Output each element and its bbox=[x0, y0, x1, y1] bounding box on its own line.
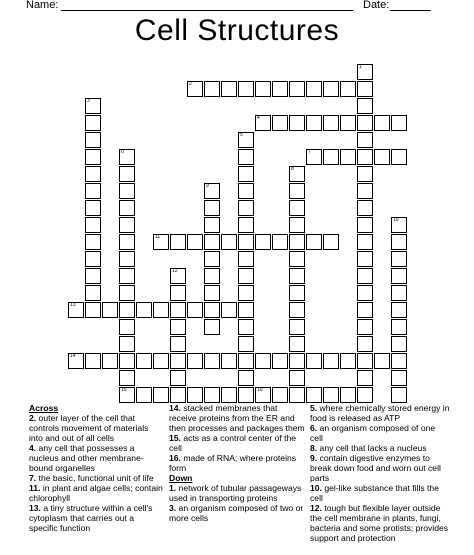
grid-cell[interactable] bbox=[391, 336, 407, 352]
grid-cell[interactable] bbox=[289, 81, 305, 97]
grid-number: 2 bbox=[189, 81, 192, 87]
clues-column-3 bbox=[310, 403, 450, 543]
grid-cell[interactable] bbox=[289, 200, 305, 216]
grid-cell[interactable] bbox=[289, 353, 305, 369]
clue-text: contain digestive enzymes to break down food and worn out cell parts bbox=[310, 453, 441, 483]
grid-cell[interactable] bbox=[187, 234, 203, 250]
grid-cell[interactable] bbox=[289, 115, 305, 131]
grid-cell[interactable] bbox=[153, 353, 169, 369]
grid-number: 3 bbox=[87, 98, 90, 104]
clue-item bbox=[169, 503, 305, 523]
grid-cell[interactable] bbox=[136, 302, 152, 318]
grid-cell[interactable] bbox=[170, 370, 186, 386]
clue-item bbox=[310, 453, 450, 483]
grid-cell[interactable] bbox=[357, 285, 373, 301]
grid-cell[interactable] bbox=[357, 183, 373, 199]
grid-cell[interactable] bbox=[119, 200, 135, 216]
grid-cell[interactable] bbox=[85, 302, 101, 318]
grid-cell[interactable] bbox=[357, 149, 373, 165]
grid-cell[interactable] bbox=[119, 183, 135, 199]
grid-cell[interactable] bbox=[204, 217, 220, 233]
grid-cell[interactable] bbox=[221, 234, 237, 250]
grid-cell[interactable] bbox=[238, 370, 254, 386]
grid-cell[interactable] bbox=[238, 149, 254, 165]
grid-cell[interactable] bbox=[221, 387, 237, 403]
grid-cell[interactable] bbox=[272, 234, 288, 250]
grid-cell[interactable] bbox=[391, 149, 407, 165]
grid-cell[interactable] bbox=[85, 166, 101, 182]
grid-cell[interactable] bbox=[340, 115, 356, 131]
grid-cell[interactable] bbox=[340, 387, 356, 403]
grid-cell[interactable] bbox=[357, 268, 373, 284]
grid-cell[interactable] bbox=[221, 302, 237, 318]
clue-number: 15. bbox=[169, 433, 181, 443]
grid-cell[interactable] bbox=[238, 353, 254, 369]
grid-cell[interactable] bbox=[85, 285, 101, 301]
grid-cell[interactable] bbox=[102, 302, 118, 318]
grid-cell[interactable] bbox=[85, 353, 101, 369]
grid-cell[interactable] bbox=[170, 387, 186, 403]
grid-cell[interactable] bbox=[323, 149, 339, 165]
clue-number: 16. bbox=[169, 453, 181, 463]
grid-cell[interactable] bbox=[255, 234, 271, 250]
grid-cell[interactable] bbox=[119, 268, 135, 284]
clue-text: an organism composed of two or more cells bbox=[169, 503, 304, 523]
page-title: Cell Structures bbox=[134, 14, 340, 47]
clue-item bbox=[169, 483, 305, 503]
grid-cell[interactable] bbox=[170, 302, 186, 318]
clue-number: 14. bbox=[169, 403, 181, 413]
clue-number: 8. bbox=[310, 443, 318, 453]
clue-number: 9. bbox=[310, 453, 318, 463]
date-label: Date: bbox=[363, 0, 390, 11]
grid-cell[interactable] bbox=[357, 132, 373, 148]
grid-cell[interactable] bbox=[289, 285, 305, 301]
grid-number: 7 bbox=[308, 149, 311, 155]
grid-cell[interactable] bbox=[323, 387, 339, 403]
grid-cell[interactable] bbox=[357, 166, 373, 182]
grid-number: 10 bbox=[393, 217, 399, 223]
grid-cell[interactable] bbox=[153, 302, 169, 318]
grid-cell[interactable] bbox=[204, 387, 220, 403]
clue-number: 6. bbox=[310, 423, 318, 433]
grid-cell[interactable] bbox=[238, 336, 254, 352]
grid-cell[interactable] bbox=[119, 336, 135, 352]
clue-text: outer layer of the cell that controls movement of materials into and out of all cells bbox=[29, 413, 149, 443]
grid-cell[interactable] bbox=[357, 336, 373, 352]
grid-cell[interactable] bbox=[272, 353, 288, 369]
grid-number: 1 bbox=[359, 64, 362, 70]
grid-cell[interactable] bbox=[323, 353, 339, 369]
grid-cell[interactable] bbox=[306, 353, 322, 369]
grid-cell[interactable] bbox=[119, 319, 135, 335]
grid-cell[interactable] bbox=[340, 81, 356, 97]
grid-cell[interactable] bbox=[85, 268, 101, 284]
grid-cell[interactable] bbox=[391, 285, 407, 301]
grid-number: 5 bbox=[240, 132, 243, 138]
grid-cell[interactable] bbox=[187, 353, 203, 369]
grid-cell[interactable] bbox=[187, 387, 203, 403]
clue-item bbox=[169, 433, 305, 453]
grid-cell[interactable] bbox=[391, 251, 407, 267]
clue-item bbox=[169, 403, 305, 433]
grid-cell[interactable] bbox=[323, 115, 339, 131]
grid-cell[interactable] bbox=[85, 132, 101, 148]
grid-cell[interactable] bbox=[289, 234, 305, 250]
clue-text: gel-like substance that fills the cell bbox=[310, 483, 439, 503]
grid-cell[interactable] bbox=[119, 217, 135, 233]
grid-cell[interactable] bbox=[255, 81, 271, 97]
clue-item bbox=[310, 443, 450, 453]
across-heading: Across bbox=[29, 403, 59, 413]
grid-cell[interactable] bbox=[391, 387, 407, 403]
grid-cell[interactable] bbox=[255, 353, 271, 369]
grid-cell[interactable] bbox=[238, 319, 254, 335]
clue-text: where chemically stored energy in food is released as ATP bbox=[310, 403, 450, 423]
grid-cell[interactable] bbox=[187, 302, 203, 318]
grid-cell[interactable] bbox=[119, 234, 135, 250]
grid-cell[interactable] bbox=[289, 336, 305, 352]
clue-number: 11. bbox=[29, 483, 41, 493]
grid-cell[interactable] bbox=[204, 200, 220, 216]
clue-item bbox=[29, 473, 163, 483]
grid-cell[interactable] bbox=[391, 370, 407, 386]
clue-number: 12. bbox=[310, 503, 322, 513]
grid-number: 13 bbox=[70, 302, 76, 308]
grid-cell[interactable] bbox=[323, 81, 339, 97]
grid-cell[interactable] bbox=[272, 81, 288, 97]
grid-cell[interactable] bbox=[136, 353, 152, 369]
grid-cell[interactable] bbox=[221, 81, 237, 97]
grid-cell[interactable] bbox=[85, 200, 101, 216]
grid-cell[interactable] bbox=[85, 149, 101, 165]
grid-cell[interactable] bbox=[357, 251, 373, 267]
grid-cell[interactable] bbox=[306, 234, 322, 250]
grid-cell[interactable] bbox=[323, 234, 339, 250]
grid-cell[interactable] bbox=[85, 234, 101, 250]
clue-item bbox=[310, 503, 450, 543]
grid-cell[interactable] bbox=[391, 302, 407, 318]
grid-cell[interactable] bbox=[204, 302, 220, 318]
clue-number: 5. bbox=[310, 403, 318, 413]
clue-number: 13. bbox=[29, 503, 41, 513]
clue-item bbox=[310, 403, 450, 423]
grid-cell[interactable] bbox=[102, 353, 118, 369]
down-heading: Down bbox=[169, 473, 193, 483]
grid-number: 16 bbox=[257, 387, 263, 393]
clue-text: in plant and algae cells; contain chlorophyll bbox=[29, 483, 163, 503]
grid-cell[interactable] bbox=[391, 234, 407, 250]
clue-text: a tiny structure within a cell's cytoplasm that carries out a specific function bbox=[29, 503, 153, 533]
grid-cell[interactable] bbox=[238, 183, 254, 199]
grid-cell[interactable] bbox=[357, 200, 373, 216]
clue-text: any cell that lacks a nucleus bbox=[317, 443, 427, 453]
clue-text: tough but flexible layer outside the cell membrane in plants, fungi, bacteria and some protists; provides support and protection bbox=[310, 503, 449, 543]
grid-cell[interactable] bbox=[374, 353, 390, 369]
grid-cell[interactable] bbox=[289, 251, 305, 267]
grid-cell[interactable] bbox=[204, 251, 220, 267]
grid-cell[interactable] bbox=[119, 166, 135, 182]
grid-number: 14 bbox=[70, 353, 76, 359]
clue-item bbox=[29, 503, 163, 533]
grid-cell[interactable] bbox=[272, 115, 288, 131]
grid-cell[interactable] bbox=[119, 285, 135, 301]
grid-cell[interactable] bbox=[238, 81, 254, 97]
grid-cell[interactable] bbox=[391, 319, 407, 335]
grid-cell[interactable] bbox=[119, 353, 135, 369]
clue-item bbox=[169, 453, 305, 473]
grid-cell[interactable] bbox=[289, 183, 305, 199]
grid-cell[interactable] bbox=[306, 115, 322, 131]
clue-number: 4. bbox=[29, 443, 37, 453]
clue-item bbox=[310, 483, 450, 503]
clue-item bbox=[29, 483, 163, 503]
clue-text: any cell that possesses a nucleus and other membrane-bound organelles bbox=[29, 443, 144, 473]
clue-number: 10. bbox=[310, 483, 322, 493]
grid-cell[interactable] bbox=[374, 149, 390, 165]
grid-cell[interactable] bbox=[153, 387, 169, 403]
grid-cell[interactable] bbox=[289, 217, 305, 233]
grid-cell[interactable] bbox=[357, 370, 373, 386]
clue-item bbox=[29, 413, 163, 443]
clue-item bbox=[310, 423, 450, 443]
grid-cell[interactable] bbox=[204, 268, 220, 284]
grid-cell[interactable] bbox=[204, 353, 220, 369]
clue-number: 2. bbox=[29, 413, 37, 423]
grid-number: 4 bbox=[257, 115, 260, 121]
grid-cell[interactable] bbox=[391, 268, 407, 284]
grid-cell[interactable] bbox=[238, 387, 254, 403]
grid-cell[interactable] bbox=[238, 251, 254, 267]
grid-cell[interactable] bbox=[357, 302, 373, 318]
grid-cell[interactable] bbox=[119, 302, 135, 318]
grid-number: 12 bbox=[172, 268, 178, 274]
grid-cell[interactable] bbox=[238, 285, 254, 301]
clue-number: 7. bbox=[29, 473, 37, 483]
clue-number: 3. bbox=[169, 503, 177, 513]
grid-cell[interactable] bbox=[119, 251, 135, 267]
grid-cell[interactable] bbox=[204, 285, 220, 301]
grid-cell[interactable] bbox=[170, 336, 186, 352]
grid-cell[interactable] bbox=[170, 234, 186, 250]
grid-cell[interactable] bbox=[289, 302, 305, 318]
grid-cell[interactable] bbox=[170, 353, 186, 369]
grid-cell[interactable] bbox=[340, 353, 356, 369]
grid-cell[interactable] bbox=[85, 115, 101, 131]
grid-cell[interactable] bbox=[357, 115, 373, 131]
grid-cell[interactable] bbox=[289, 319, 305, 335]
grid-cell[interactable] bbox=[374, 115, 390, 131]
grid-cell[interactable] bbox=[238, 234, 254, 250]
grid-cell[interactable] bbox=[136, 387, 152, 403]
grid-number: 9 bbox=[206, 183, 209, 189]
grid-number: 11 bbox=[155, 234, 161, 240]
grid-number: 8 bbox=[291, 166, 294, 172]
grid-cell[interactable] bbox=[238, 166, 254, 182]
clue-text: made of RNA; where proteins form bbox=[169, 453, 297, 473]
grid-number: 15 bbox=[121, 387, 127, 393]
grid-cell[interactable] bbox=[238, 268, 254, 284]
grid-cell[interactable] bbox=[357, 98, 373, 114]
clue-number: 1. bbox=[169, 483, 177, 493]
clue-text: the basic, functional unit of life bbox=[36, 473, 154, 483]
grid-cell[interactable] bbox=[238, 217, 254, 233]
clues-column-2 bbox=[169, 403, 305, 523]
grid-cell[interactable] bbox=[289, 268, 305, 284]
grid-cell[interactable] bbox=[238, 302, 254, 318]
clue-text: stacked membranes that receive proteins from the ER and then processes and packages them bbox=[169, 403, 305, 433]
clue-text: acts as a control center of the cell bbox=[169, 433, 297, 453]
grid-cell[interactable] bbox=[357, 319, 373, 335]
grid-cell[interactable] bbox=[391, 115, 407, 131]
grid-cell[interactable] bbox=[170, 285, 186, 301]
grid-cell[interactable] bbox=[85, 183, 101, 199]
grid-cell[interactable] bbox=[221, 353, 237, 369]
grid-cell[interactable] bbox=[204, 319, 220, 335]
clues-column-1 bbox=[29, 403, 163, 533]
grid-cell[interactable] bbox=[306, 81, 322, 97]
grid-cell[interactable] bbox=[289, 370, 305, 386]
grid-cell[interactable] bbox=[204, 81, 220, 97]
grid-cell[interactable] bbox=[119, 370, 135, 386]
grid-cell[interactable] bbox=[357, 387, 373, 403]
grid-cell[interactable] bbox=[238, 200, 254, 216]
clue-text: network of tubular passageways used in transporting proteins bbox=[169, 483, 302, 503]
grid-cell[interactable] bbox=[391, 353, 407, 369]
grid-cell[interactable] bbox=[357, 234, 373, 250]
clue-text: an organism composed of one cell bbox=[310, 423, 436, 443]
grid-cell[interactable] bbox=[85, 251, 101, 267]
grid-cell[interactable] bbox=[340, 149, 356, 165]
grid-cell[interactable] bbox=[306, 387, 322, 403]
grid-cell[interactable] bbox=[357, 353, 373, 369]
clue-item bbox=[29, 443, 163, 473]
grid-cell[interactable] bbox=[85, 217, 101, 233]
grid-cell[interactable] bbox=[289, 387, 305, 403]
grid-cell[interactable] bbox=[357, 217, 373, 233]
grid-cell[interactable] bbox=[204, 234, 220, 250]
grid-cell[interactable] bbox=[357, 81, 373, 97]
grid-cell[interactable] bbox=[272, 387, 288, 403]
grid-number: 6 bbox=[121, 149, 124, 155]
name-label: Name: bbox=[26, 0, 59, 11]
grid-cell[interactable] bbox=[170, 319, 186, 335]
